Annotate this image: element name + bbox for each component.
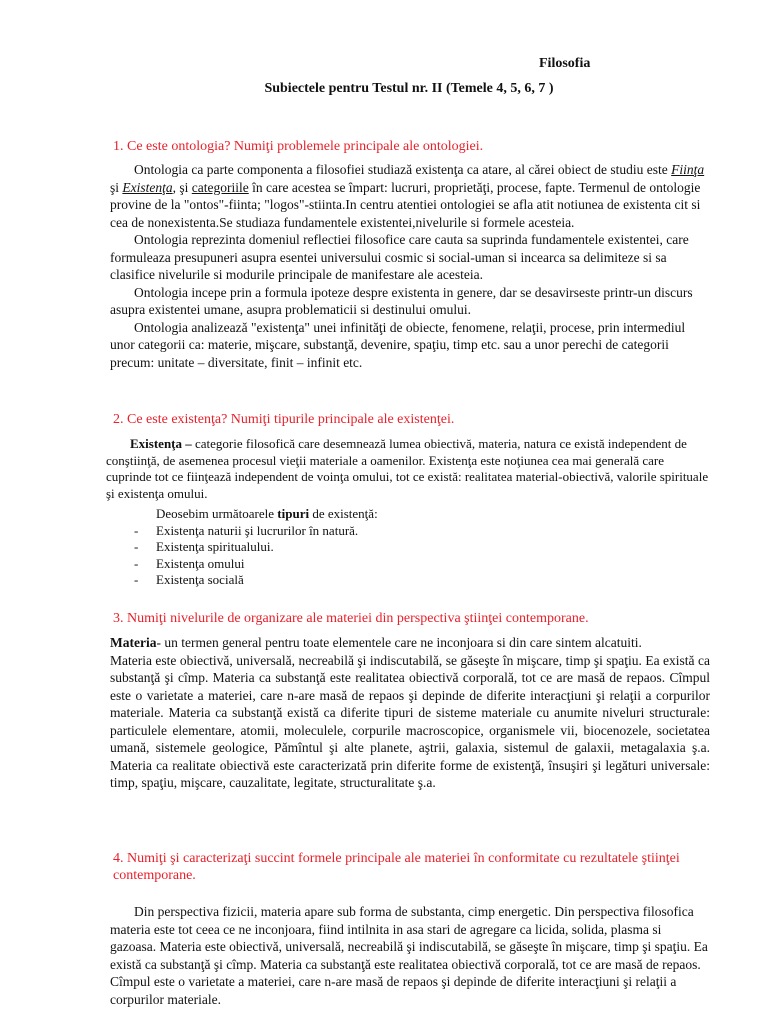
answer-1-text: în care acestea se împart: lucruri, proprietăţi, procese, fapte. Termenul de ontologie provine de la "ontos"-fiinta; "logos"-stiinta.In centru atentiei ontologiei se afla atit notiunea de existenta cit si cea de nonexistenta.Se studiaza fundamentele existentei,nivelurile si formele acesteia. xyxy=(110,179,701,230)
term-categoriile: categoriile xyxy=(191,179,249,195)
subject-header: Filosofia xyxy=(539,56,591,71)
list-item: - Existenţa naturii şi lucrurilor în natură. xyxy=(106,523,710,540)
answer-1-paragraph-1 xyxy=(110,161,710,231)
question-2: 2. Ce este existenţa? Numiţi tipurile principale ale existenţei. xyxy=(113,412,455,427)
answer-3-paragraph: Materia este obiectivă, universală, necreabilă şi indiscutabilă, se găseşte în mişcare, timp şi spaţiu. Ea există ca substanţă şi cîmp. Materia ca substanţă este realitatea obiectivă corporală, tot ce are masă de repaos. Cîmpul este o varietate a materiei, care n-are masă de repaos şi depinde de diferite interacţiuni şi relaţii a corpurilor materiale. Materia ca substanţă există ca diferite tipuri de sisteme materiale cu anumite niveluri structurale: particulele elementare, atomii, moleculele, corpurile macroscopice, organismele vii, biocenozele, societatea umană, sistemele geologice, Pămîntul şi alte planete, aştrii, galaxia, sistemul de galaxii, metagalaxia ş.a. Materia ca realitate obiectivă este caracterizată prin diferite forme de existenţă, însuşiri şi legături universale: timp, spaţiu, mişcare, cauzalitate, legitate, structuralitate ş.a. xyxy=(110,652,710,790)
term-materia: Materia xyxy=(110,635,157,650)
types-intro-text: Deosebim următoarele xyxy=(156,506,278,521)
answer-1 xyxy=(110,161,710,371)
list-item: - Existenţa socială xyxy=(106,572,710,589)
types-intro-text: de existenţă: xyxy=(309,506,378,521)
answer-1-paragraph-4: Ontologia analizează "existenţa" unei infinităţi de obiecte, fenomene, relaţii, procese, prin intermediul unor categorii ca: materie, mişcare, substanţă, devenire, spaţiu, timp etc. sau a unor perechi de categorii precum: unitate – diversitate, finit – infinit etc. xyxy=(110,319,686,370)
term-fiinta: Fiinţa xyxy=(671,162,705,177)
question-1: 1. Ce este ontologia? Numiţi problemele principale ale ontologiei. xyxy=(113,139,484,154)
question-3: 3. Numiţi nivelurile de organizare ale materiei din perspectiva ştiinţei contemporane. xyxy=(113,611,589,626)
answer-2-text: categorie filosofică care desemnează lumea obiectivă, materia, natura ce există independent de conştiinţă, de asemenea procesul vieţii materiale a oamenilor. Existenţa este noţiunea cea mai generală care cuprinde tot ce fiinţează independent de voinţa omului, tot ce există: realitatea material-obiectivă, valorile spirituale şi existenţa omului. xyxy=(106,436,709,501)
answer-3-definition xyxy=(110,634,710,652)
question-4 xyxy=(113,850,713,884)
document-title: Subiectele pentru Testul nr. II (Temele 4, 5, 6, 7 ) xyxy=(264,81,554,96)
answer-1-text: , şi xyxy=(172,179,192,195)
answer-1-paragraph-2: Ontologia reprezinta domeniul reflectiei filosofice care cauta sa suprinda fundamentele existentei, care formuleaza presupuneri asupra esentei universului cosmic si social-uman si incearca sa delimiteze si sa clasifice nivelurile si modurile principale de manifestare ale acesteia. xyxy=(110,232,689,282)
question-4-text: 4. Numiţi şi caracterizaţi succint formele principale ale materiei în conformitate cu rezultatele ştiinţei contemporane. xyxy=(113,851,680,883)
answer-1-paragraph-3: Ontologia incepe prin a formula ipoteze despre existenta in genere, dar se desavirseste printr-un discurs asupra existentei umane, asupra problematicii si destinului omului. xyxy=(110,284,693,317)
answer-2-definition xyxy=(106,436,710,502)
answer-4 xyxy=(110,903,710,1008)
existence-types-list xyxy=(106,523,710,589)
term-existenta-bold: Existenţa – xyxy=(130,436,192,451)
answer-1-text: Ontologia ca parte componenta a filosofiei studiază existenţa ca atare, al cărei obiect de studiu este xyxy=(134,162,672,177)
answer-4-paragraph: Din perspectiva fizicii, materia apare sub forma de substanta, cimp energetic. Din perspectiva filosofica materia este tot ceea ce ne inconjoara, fiind intilnita in asa stari de agregare ca licida, solida, plasma si gazoasa. Materia este obiectivă, universală, necreabilă şi indiscutabilă, se găseşte în mişcare, timp şi spaţiu. Ea există ca substanţă şi cîmp. Materia ca substanţă este realitatea obiectivă corporală, tot ce are masă de repaos. Cîmpul este o varietate a materiei, care n-are masă de repaos şi depinde de diferite interacţiuni şi relaţii a corpurilor materiale. xyxy=(110,904,708,1007)
term-tipuri: tipuri xyxy=(277,506,310,521)
answer-2 xyxy=(106,436,710,589)
types-intro xyxy=(106,506,710,523)
list-item: - Existenţa spiritualului. xyxy=(106,539,710,556)
answer-1-text: şi xyxy=(110,179,123,195)
answer-3-text: - un termen general pentru toate elementele care ne inconjoara si din care sintem alcatuiti. xyxy=(156,635,642,650)
list-item: - Existenţa omului xyxy=(106,556,710,573)
answer-3 xyxy=(110,634,710,792)
term-existenta: Existenţa xyxy=(122,179,173,195)
